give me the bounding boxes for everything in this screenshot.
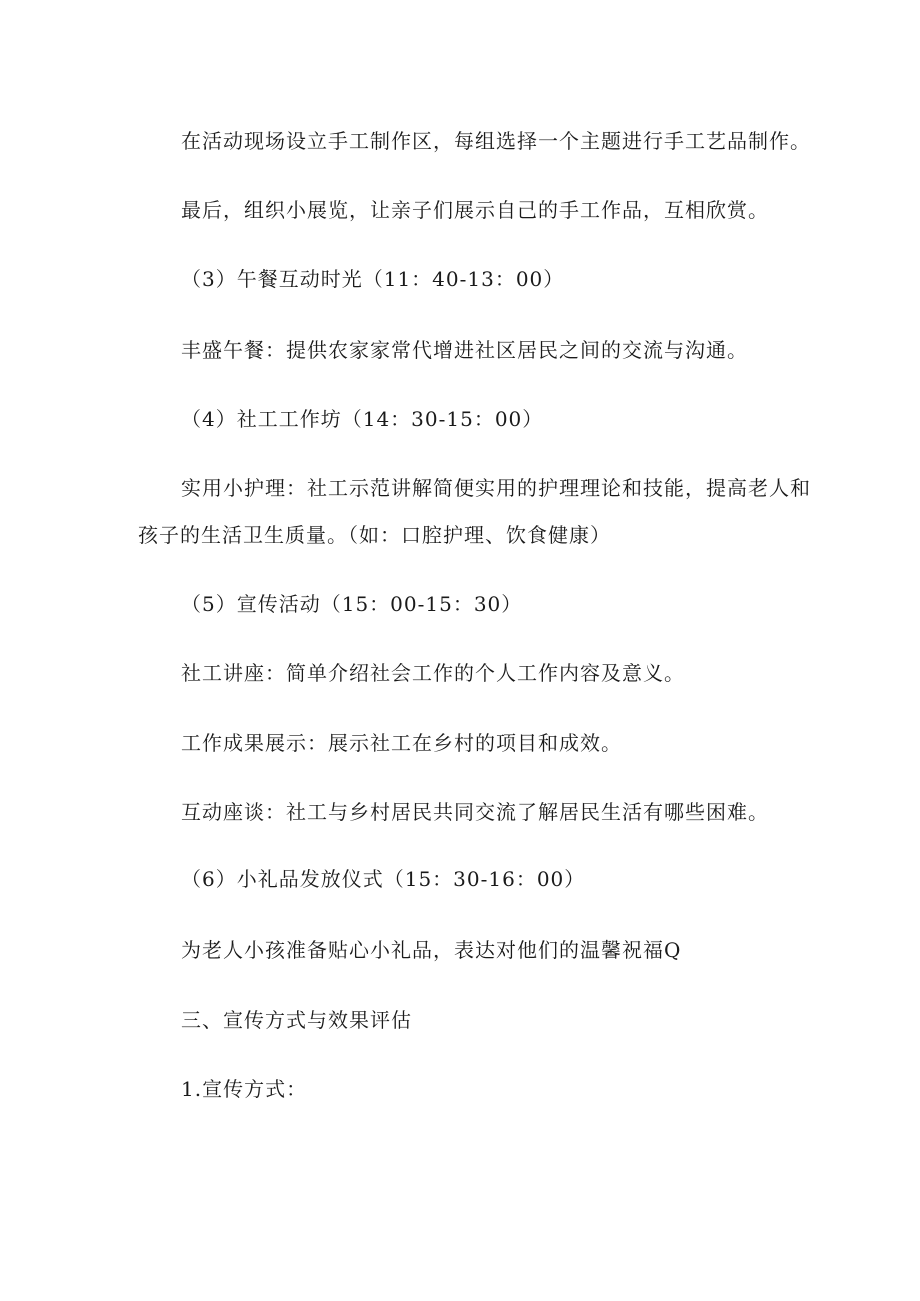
paragraph-care-line2: 孩子的生活卫生质量。（如：口腔护理、饮食健康） xyxy=(138,523,611,547)
section-heading-promotion: （5）宣传活动（15：00-15：30） xyxy=(181,592,523,616)
paragraph-discussion: 互动座谈：社工与乡村居民共同交流了解居民生活有哪些困难。 xyxy=(181,800,769,824)
section-heading-lunch: （3）午餐互动时光（11：40-13：00） xyxy=(181,267,565,291)
paragraph-lunch: 丰盛午餐：提供农家家常代增进社区居民之间的交流与沟通。 xyxy=(181,338,748,362)
paragraph-handcraft-area: 在活动现场设立手工制作区，每组选择一个主题进行手工艺品制作。 xyxy=(181,129,811,153)
section-heading-evaluation: 三、宣传方式与效果评估 xyxy=(181,1008,412,1032)
paragraph-results: 工作成果展示：展示社工在乡村的项目和成效。 xyxy=(181,731,622,755)
paragraph-care-line1: 实用小护理：社工示范讲解简便实用的护理理论和技能，提高老人和 xyxy=(181,476,811,500)
paragraph-exhibition: 最后，组织小展览，让亲子们展示自己的手工作品，互相欣赏。 xyxy=(181,198,769,222)
section-heading-workshop: （4）社工工作坊（14：30-15：00） xyxy=(181,407,544,431)
section-heading-gifts: （6）小礼品发放仪式（15：30-16：00） xyxy=(181,867,586,891)
subheading-promotion-methods: 1.宣传方式： xyxy=(181,1077,308,1101)
paragraph-lecture: 社工讲座：简单介绍社会工作的个人工作内容及意义。 xyxy=(181,661,685,685)
paragraph-gifts: 为老人小孩准备贴心小礼品，表达对他们的温馨祝福Q xyxy=(181,938,682,962)
